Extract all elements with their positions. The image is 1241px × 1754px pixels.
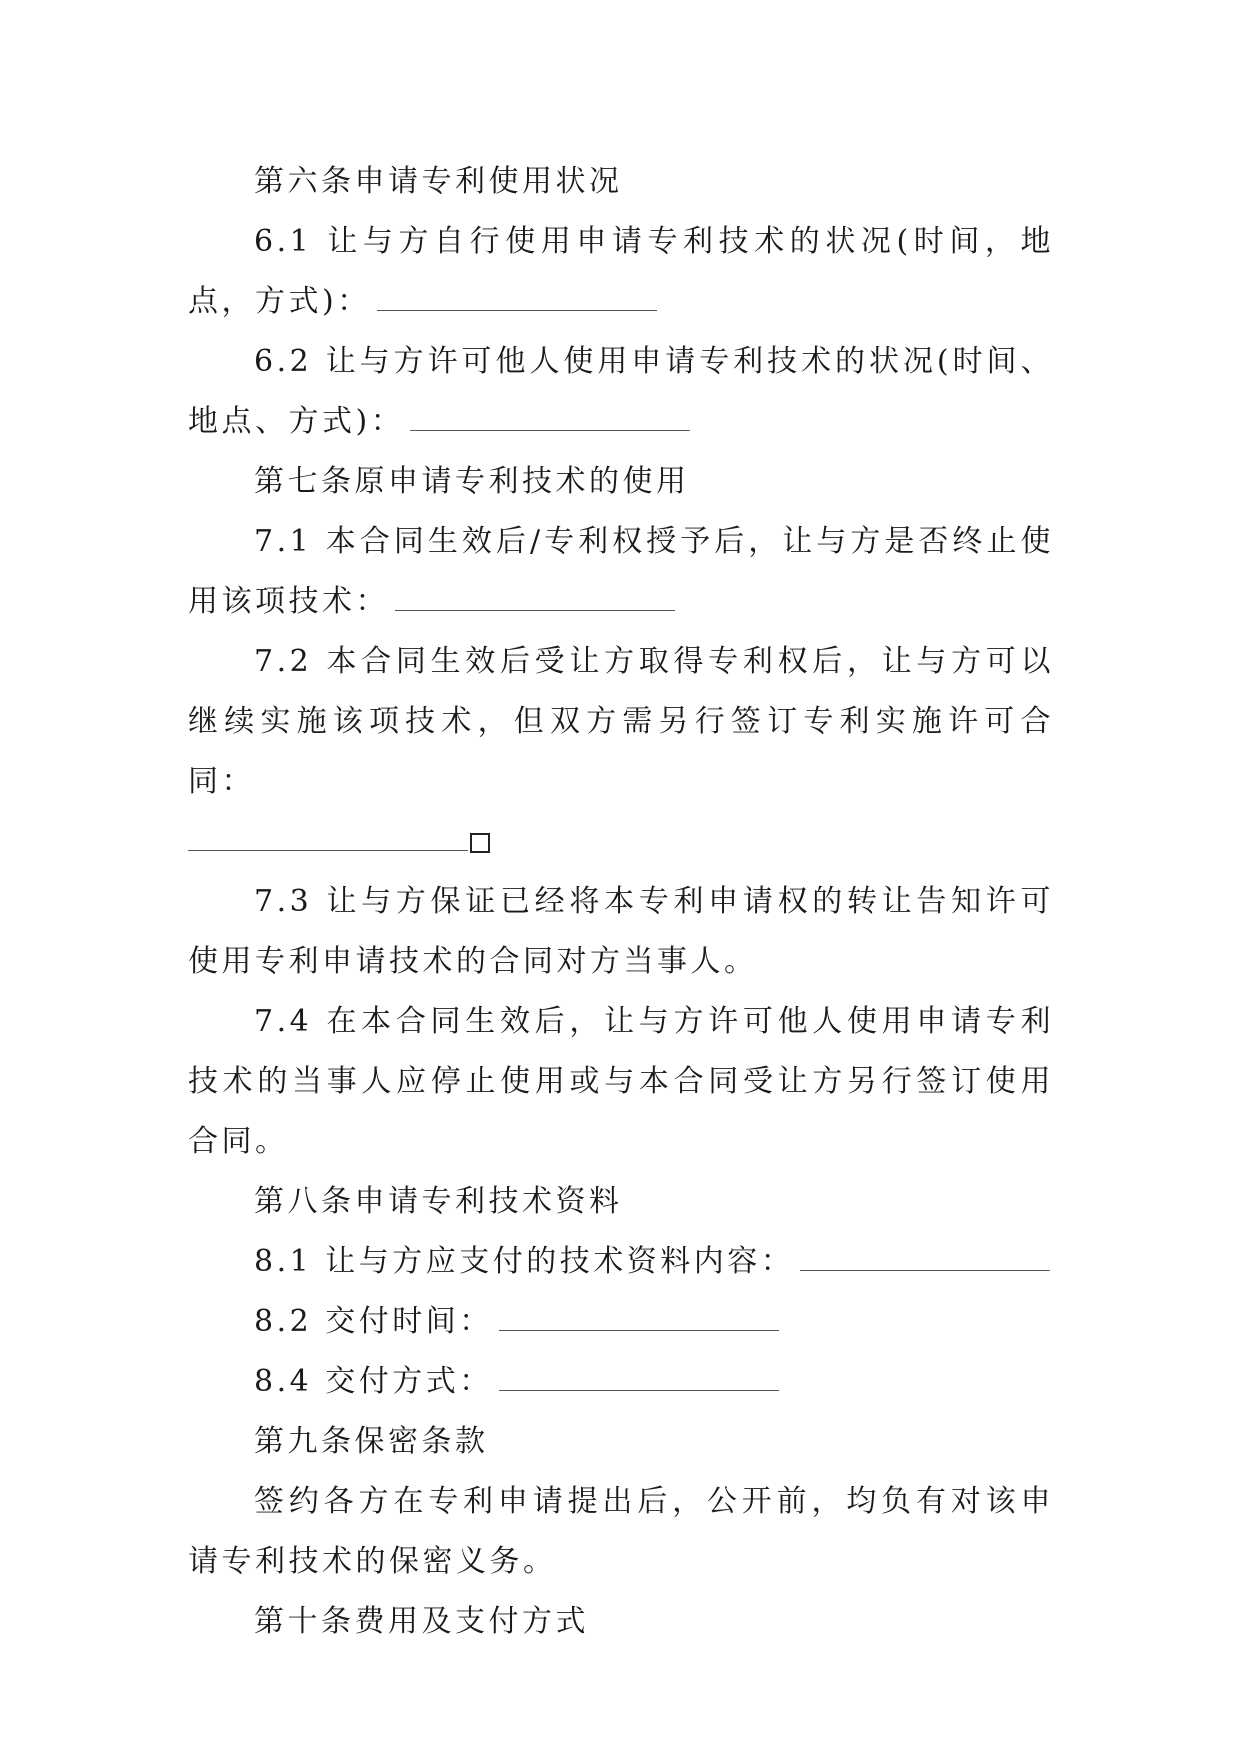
fill-in-blank[interactable] <box>395 608 675 611</box>
clause-text: 6.2 让与方许可他人使用申请专利技术的状况(时间、地点、方式)： <box>188 344 1054 439</box>
clause-8-4 <box>188 1352 1054 1412</box>
fill-in-blank[interactable] <box>800 1268 1050 1271</box>
clause-8-1 <box>188 1232 1054 1292</box>
clause-text: 8.1 让与方应支付的技术资料内容： <box>254 1244 795 1279</box>
clause-text: 签约各方在专利申请提出后，公开前，均负有对该申请专利技术的保密义务。 <box>188 1484 1054 1579</box>
clause-7-2 <box>188 632 1054 812</box>
section-heading-6 <box>188 152 1054 212</box>
clause-text: 6.1 让与方自行使用申请专利技术的状况(时间，地点，方式)： <box>188 224 1054 319</box>
clause-6-2 <box>188 332 1054 452</box>
fill-in-blank[interactable] <box>410 428 690 431</box>
section-heading-10 <box>188 1592 1054 1652</box>
section-heading-9 <box>188 1412 1054 1472</box>
clause-7-4 <box>188 992 1054 1172</box>
fill-in-blank[interactable] <box>377 308 657 311</box>
heading-text: 第八条申请专利技术资料 <box>254 1184 623 1219</box>
heading-text: 第十条费用及支付方式 <box>254 1604 589 1639</box>
clause-text: 7.2 本合同生效后受让方取得专利权后，让与方可以继续实施该项技术，但双方需另行签订专利实施许可合同： <box>188 644 1054 799</box>
clause-6-1 <box>188 212 1054 332</box>
fill-in-blank[interactable] <box>499 1388 779 1391</box>
clause-7-1 <box>188 512 1054 632</box>
heading-text: 第六条申请专利使用状况 <box>254 164 623 199</box>
clause-8-2 <box>188 1292 1054 1352</box>
heading-text: 第七条原申请专利技术的使用 <box>254 464 690 499</box>
clause-text: 8.2 交付时间： <box>254 1304 493 1339</box>
section-heading-8 <box>188 1172 1054 1232</box>
clause-text: 8.4 交付方式： <box>254 1364 493 1399</box>
clause-text: 7.4 在本合同生效后，让与方许可他人使用申请专利技术的当事人应停止使用或与本合同受让方另行签订使用合同。 <box>188 1004 1054 1159</box>
clause-7-2-fill <box>188 812 1054 872</box>
fill-in-blank[interactable] <box>499 1328 779 1331</box>
checkbox-icon[interactable] <box>470 833 490 853</box>
clause-text: 7.3 让与方保证已经将本专利申请权的转让告知许可使用专利申请技术的合同对方当事人。 <box>188 884 1054 979</box>
clause-9-body <box>188 1472 1054 1592</box>
clause-7-3 <box>188 872 1054 992</box>
heading-text: 第九条保密条款 <box>254 1424 489 1459</box>
section-heading-7 <box>188 452 1054 512</box>
clause-text: 7.1 本合同生效后/专利权授予后，让与方是否终止使用该项技术： <box>188 524 1054 619</box>
fill-in-blank[interactable] <box>188 848 468 851</box>
document-page <box>188 152 1054 1652</box>
